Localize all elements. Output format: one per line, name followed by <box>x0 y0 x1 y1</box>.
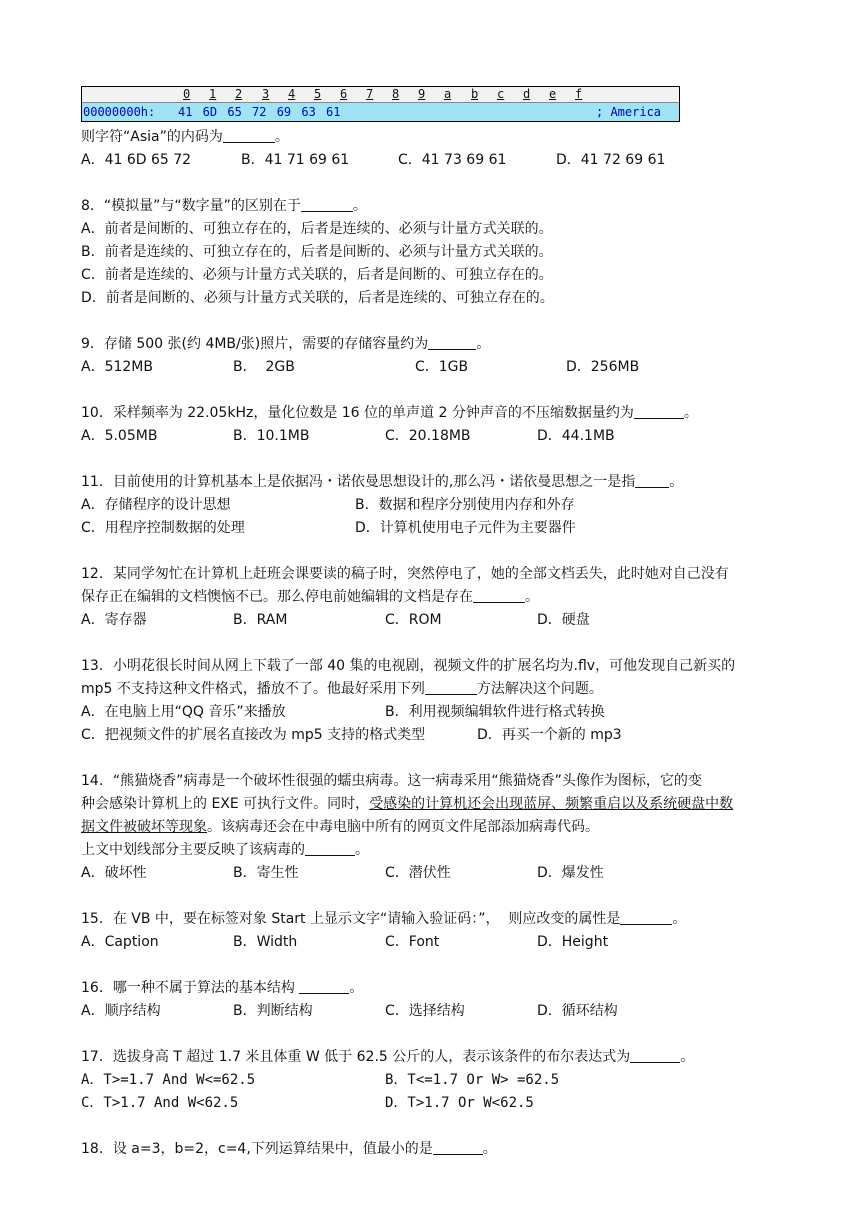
option-d: D．Height <box>537 934 609 950</box>
option-row <box>81 609 791 632</box>
option-c: C．选择结构 <box>385 1003 465 1019</box>
option-d: D．T>1.7 Or W<62.5 <box>385 1095 534 1111</box>
answer-blank <box>635 471 669 488</box>
option-row <box>81 494 791 517</box>
option-c: C．20.18MB <box>385 428 471 444</box>
option-a: A．顺序结构 <box>81 1003 161 1019</box>
hex-data-row <box>82 103 679 121</box>
option-b: B．RAM <box>233 612 288 628</box>
hex-col: 8 <box>392 87 400 101</box>
option-row <box>81 862 791 885</box>
option-row <box>81 149 791 172</box>
option-b: B．寄生性 <box>233 865 299 881</box>
option-d: D．循环结构 <box>537 1003 618 1019</box>
hex-col: 4 <box>288 87 296 101</box>
question-stem: 14．“熊猫烧香”病毒是一个破坏性很强的蠕虫病毒。这一病毒采用“熊猫烧香”头像作为图标，它的变 <box>81 773 702 789</box>
option-row <box>81 356 791 379</box>
option-row <box>81 931 791 954</box>
hex-ascii: ; America <box>596 105 662 119</box>
option-d: D．再买一个新的 mp3 <box>477 727 622 743</box>
hex-col: 5 <box>314 87 322 101</box>
hex-col: 1 <box>209 87 217 101</box>
answer-blank <box>634 402 684 419</box>
option-b: B．判断结构 <box>233 1003 313 1019</box>
option-d: D．41 72 69 61 <box>556 152 666 168</box>
hex-col: 7 <box>366 87 374 101</box>
option-b: B．41 71 69 61 <box>241 152 350 168</box>
hex-col: 9 <box>418 87 426 101</box>
underlined-text: 受感染的计算机还会出现蓝屏、频繁重启以及系统硬盘中数 <box>369 796 734 812</box>
question-stem: 11．目前使用的计算机基本上是依据冯・诺依曼思想设计的,那么冯・诺依曼思想之一是指 。 <box>81 471 791 494</box>
option-c: C．41 73 69 61 <box>398 152 507 168</box>
option-b: B． 2GB <box>233 359 295 375</box>
hex-col: c <box>497 87 505 101</box>
option-row <box>81 1069 791 1092</box>
option-d: D．爆发性 <box>537 865 604 881</box>
question-stem: 则字符“Asia”的内码为 。 <box>81 126 791 149</box>
hex-col: 2 <box>235 87 243 101</box>
hex-bytes: 41 6D 65 72 69 63 61 <box>178 105 341 119</box>
option-b: B．Width <box>233 934 298 950</box>
underlined-text: 据文件被破坏等现象 <box>81 819 207 835</box>
option-row <box>81 425 791 448</box>
option-a: A．Caption <box>81 934 159 950</box>
question-stem: 上文中划线部分主要反映了该病毒的 。 <box>81 839 791 862</box>
option-b: B．前者是连续的、可独立存在的，后者是间断的、必须与计量方式关联的。 <box>81 244 553 260</box>
option-c: C．把视频文件的扩展名直接改为 mp5 支持的格式类型 <box>81 727 426 743</box>
option-d: D．44.1MB <box>537 428 615 444</box>
option-c: C．T>1.7 And W<62.5 <box>81 1095 239 1111</box>
hex-col: b <box>471 87 479 101</box>
question-stem: 13．小明花很长时间从网上下载了一部 40 集的电视剧，视频文件的扩展名均为.flv，可他发现自己新买的 <box>81 658 736 674</box>
option-c: C．ROM <box>385 612 442 628</box>
question-stem: 12．某同学匆忙在计算机上赶班会课要读的稿子时，突然停电了，她的全部文档丢失，此时她对自己没有 <box>81 566 729 582</box>
option-row <box>81 701 791 724</box>
hex-column-header <box>82 87 679 103</box>
hex-col: 6 <box>340 87 348 101</box>
answer-blank <box>223 126 275 143</box>
answer-blank <box>630 1046 680 1063</box>
option-a: A．在电脑上用“QQ 音乐”来播放 <box>81 704 286 720</box>
option-c: C．Font <box>385 934 440 950</box>
option-a: A．存储程序的设计思想 <box>81 497 231 513</box>
question-stem: 保存正在编辑的文档懊恼不已。那么停电前她编辑的文档是存在 。 <box>81 586 791 609</box>
answer-blank <box>620 908 672 925</box>
option-d: D．256MB <box>566 359 640 375</box>
option-a: A．5.05MB <box>81 428 158 444</box>
option-row <box>81 724 791 747</box>
option-a: A．破坏性 <box>81 865 147 881</box>
question-stem: 种会感染计算机上的 EXE 可执行文件。同时，受感染的计算机还会出现蓝屏、频繁重启以及系统硬盘中数 <box>81 796 734 812</box>
question-stem: 8．“模拟量”与“数字量”的区别在于 。 <box>81 195 791 218</box>
question-stem: 15．在 VB 中，要在标签对象 Start 上显示文字“请输入验证码：”， 则应改变的属性是 。 <box>81 908 791 931</box>
option-d: D．前者是间断的、必须与计量方式关联的，后者是连续的、可独立存在的。 <box>81 290 554 306</box>
option-b: B．T<=1.7 Or W> =62.5 <box>385 1072 560 1088</box>
question-stem: 10．采样频率为 22.05kHz，量化位数是 16 位的单声道 2 分钟声音的不压缩数据量约为 。 <box>81 402 791 425</box>
answer-blank <box>299 977 349 994</box>
option-a: A．41 6D 65 72 <box>81 152 192 168</box>
option-d: D．硬盘 <box>537 612 590 628</box>
answer-blank <box>301 195 353 212</box>
answer-blank <box>428 333 476 350</box>
hex-col: f <box>575 87 583 101</box>
option-row <box>81 1092 791 1115</box>
option-c: C．潜伏性 <box>385 865 451 881</box>
exam-page <box>81 86 791 1161</box>
question-stem: mp5 不支持这种文件格式，播放不了。他最好采用下列 方法解决这个问题。 <box>81 678 791 701</box>
hex-col: e <box>549 87 557 101</box>
option-d: D．计算机使用电子元件为主要器件 <box>355 520 576 536</box>
option-c: C．用程序控制数据的处理 <box>81 520 245 536</box>
option-a: A．512MB <box>81 359 153 375</box>
answer-blank <box>473 586 525 603</box>
question-stem: 9．存储 500 张(约 4MB/张)照片，需要的存储容量约为 。 <box>81 333 791 356</box>
option-row <box>81 517 791 540</box>
option-c: C．前者是连续的、必须与计量方式关联的，后者是间断的、可独立存在的。 <box>81 267 553 283</box>
option-a: A．前者是间断的、可独立存在的，后者是连续的、必须与计量方式关联的。 <box>81 221 553 237</box>
hex-address: 00000000h: <box>83 105 156 119</box>
hex-editor-view <box>81 86 680 122</box>
hex-col: 3 <box>262 87 270 101</box>
option-b: B．10.1MB <box>233 428 310 444</box>
option-c: C．1GB <box>415 359 469 375</box>
question-stem: 17．选拔身高 T 超过 1.7 米且体重 W 低于 62.5 公斤的人，表示该条件的布尔表达式为 。 <box>81 1046 791 1069</box>
answer-blank <box>425 678 477 695</box>
answer-blank <box>433 1138 483 1155</box>
question-stem: 据文件被破坏等现象。该病毒还会在中毒电脑中所有的网页文件尾部添加病毒代码。 <box>81 819 599 835</box>
option-b: B．利用视频编辑软件进行格式转换 <box>385 704 605 720</box>
hex-col: a <box>444 87 452 101</box>
option-row <box>81 1000 791 1023</box>
question-stem: 18．设 a=3，b=2，c=4,下列运算结果中，值最小的是 。 <box>81 1138 791 1161</box>
option-a: A．T>=1.7 And W<=62.5 <box>81 1072 256 1088</box>
answer-blank <box>305 839 355 856</box>
hex-col: 0 <box>183 87 191 101</box>
question-stem: 16．哪一种不属于算法的基本结构 。 <box>81 977 791 1000</box>
hex-col: d <box>523 87 531 101</box>
option-b: B．数据和程序分别使用内存和外存 <box>355 497 575 513</box>
option-a: A．寄存器 <box>81 612 147 628</box>
